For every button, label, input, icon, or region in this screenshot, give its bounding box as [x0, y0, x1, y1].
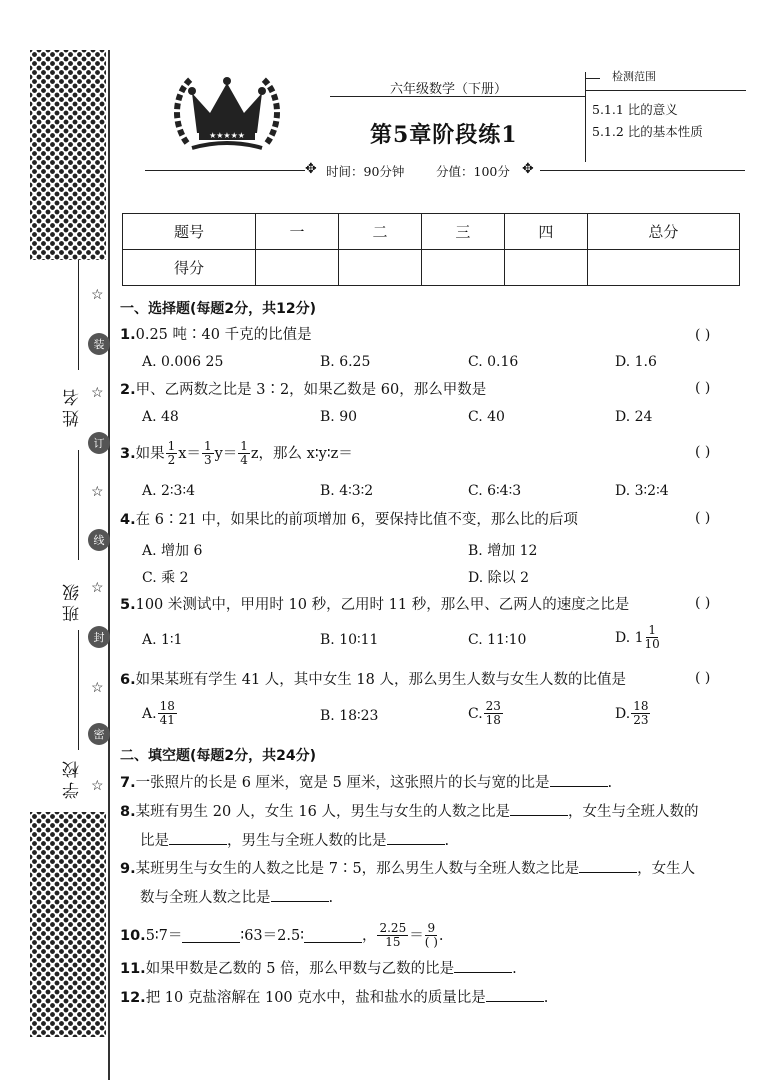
ornament-icon: ✥ — [305, 161, 317, 177]
score-cell[interactable] — [504, 250, 587, 286]
seal-icon: 封 — [88, 626, 110, 648]
scope-top-line — [586, 78, 600, 79]
answer-blank[interactable] — [169, 830, 227, 845]
option-a: A. 1∶1 — [142, 632, 183, 648]
answer-paren[interactable]: ( ) — [695, 595, 711, 611]
option-b: B. 增加 12 — [468, 543, 538, 559]
option-a: A. $\frac{18}{41}$ — [142, 699, 175, 727]
table-row — [123, 250, 740, 286]
answer-blank[interactable] — [304, 928, 362, 943]
answer-paren[interactable]: ( ) — [695, 670, 711, 686]
answer-blank[interactable] — [510, 801, 568, 816]
question-6: 6.如果某班有学生 41 人，其中女生 18 人，那么男生人数与女生人数的比值是 — [120, 672, 626, 688]
option-d: D. 3∶2∶4 — [615, 483, 669, 499]
fraction: $\frac{1}{4}$ — [240, 439, 248, 467]
time-line-left — [145, 170, 305, 171]
score-table — [122, 213, 740, 286]
scope-item: 5.1.2 比的基本性质 — [592, 124, 703, 139]
option-a: A. 2∶3∶4 — [142, 483, 196, 499]
fraction: $\frac{2.25}{15}$ — [379, 921, 407, 949]
time-line-right — [540, 170, 745, 171]
option-c: C. $\frac{23}{18}$ — [468, 699, 501, 727]
option-d: D. 1.6 — [615, 354, 657, 370]
scope-item: 5.1.1 比的意义 — [592, 102, 678, 117]
option-c: C. 40 — [468, 409, 505, 425]
answer-blank[interactable] — [271, 887, 329, 902]
option-b: B. 18∶23 — [320, 708, 379, 724]
scope-divider — [585, 72, 586, 162]
table-header: 总分 — [587, 214, 739, 250]
option-d: D. 除以 2 — [468, 570, 529, 586]
class-line — [78, 450, 79, 560]
ornament-icon: ✥ — [522, 161, 534, 177]
table-header: 一 — [256, 214, 339, 250]
section-title: 二、填空题(每题2分，共24分) — [120, 748, 317, 764]
question-8: 8.某班有男生 20 人，女生 16 人，男生与女生的人数之比是 ，女生与全班人数的 — [120, 801, 698, 822]
answer-blank[interactable] — [486, 987, 544, 1002]
score-cell[interactable] — [587, 250, 739, 286]
question-9-line-2: 数与全班人数之比是 . — [140, 887, 333, 908]
question-5: 5.100 米测试中，甲用时 10 秒，乙用时 11 秒，那么甲、乙两人的速度之比是 — [120, 597, 630, 613]
star-icon: ☆ — [91, 385, 104, 401]
table-row — [123, 214, 740, 250]
fraction: $\frac{1}{3}$ — [203, 439, 212, 467]
table-header: 题号 — [123, 214, 256, 250]
answer-paren[interactable]: ( ) — [695, 444, 711, 460]
option-c: C. 11∶10 — [468, 632, 527, 648]
option-d: D. 24 — [615, 409, 653, 425]
option-b: B. 10∶11 — [320, 632, 379, 648]
option-c: C. 乘 2 — [142, 570, 189, 586]
option-a: A. 0.006 25 — [142, 354, 224, 370]
question-10: 10. 5∶7＝ ∶63＝2.5∶ ， $\frac{2.25}{15}$ ＝ $\frac{9}{( )}$ . — [120, 921, 444, 949]
star-icon: ☆ — [91, 484, 104, 500]
question-11: 11.如果甲数是乙数的 5 倍，那么甲数与乙数的比是 . — [120, 958, 517, 979]
seal-icon: 装 — [88, 333, 110, 355]
question-3: 3. 如果 $\frac{1}{2}$ x＝ $\frac{1}{3}$ y＝ $\frac{1}{4}$ z，那么 x∶y∶z＝ — [120, 439, 353, 467]
page-title: 第5章阶段练1 — [370, 122, 518, 148]
star-icon: ☆ — [91, 287, 104, 303]
option-a: A. 48 — [142, 409, 179, 425]
option-b: B. 6.25 — [320, 354, 371, 370]
answer-paren[interactable]: ( ) — [695, 327, 711, 343]
name-line — [78, 260, 79, 370]
option-a: A. 增加 6 — [142, 543, 203, 559]
name-label: 姓名 — [63, 385, 83, 427]
question-2: 2.甲、乙两数之比是 3∶2，如果乙数是 60，那么甲数是 — [120, 382, 487, 398]
seal-icon: 线 — [88, 529, 110, 551]
option-d: D. $\frac{18}{23}$ — [615, 699, 649, 727]
score-cell[interactable] — [256, 250, 339, 286]
answer-paren[interactable]: ( ) — [695, 510, 711, 526]
star-icon: ☆ — [91, 680, 104, 696]
option-c: C. 0.16 — [468, 354, 519, 370]
decorative-pattern-bottom — [30, 812, 106, 1037]
score-cell[interactable] — [338, 250, 421, 286]
option-b: B. 4∶3∶2 — [320, 483, 374, 499]
answer-blank[interactable] — [550, 772, 608, 787]
answer-blank[interactable] — [387, 830, 445, 845]
seal-icon: 订 — [88, 432, 110, 454]
question-9: 9.某班男生与女生的人数之比是 7∶5，那么男生人数与全班人数之比是 ，女生人 — [120, 858, 695, 879]
star-icon: ☆ — [91, 580, 104, 596]
scope-label: 检测范围 — [612, 70, 656, 83]
time-text: 时间：90分钟 — [326, 164, 405, 179]
table-header: 二 — [338, 214, 421, 250]
row-label: 得分 — [123, 250, 256, 286]
crown-logo-icon — [172, 68, 282, 158]
scope-line — [586, 90, 746, 91]
answer-blank[interactable] — [182, 928, 240, 943]
table-header: 四 — [504, 214, 587, 250]
question-4: 4.在 6∶21 中，如果比的前项增加 6，要保持比值不变，那么比的后项 — [120, 512, 578, 528]
option-c: C. 6∶4∶3 — [468, 483, 522, 499]
school-label: 学校 — [63, 757, 83, 799]
question-1: 1.0.25 吨∶40 千克的比值是 — [120, 327, 312, 343]
svg-text:★★★★★: ★★★★★ — [209, 131, 245, 140]
fraction[interactable]: $\frac{9}{( )}$ — [424, 921, 438, 949]
answer-blank[interactable] — [579, 858, 637, 873]
school-line — [78, 630, 79, 750]
class-label: 班级 — [63, 580, 83, 622]
score-cell[interactable] — [421, 250, 504, 286]
star-icon: ☆ — [91, 778, 104, 794]
table-header: 三 — [421, 214, 504, 250]
fraction: $\frac{1}{2}$ — [167, 439, 176, 467]
section-title: 一、选择题(每题2分，共12分) — [120, 301, 317, 317]
option-d: D. 1 $\frac{1}{10}$ — [615, 623, 660, 651]
decorative-pattern-top — [30, 50, 106, 260]
binding-line — [108, 50, 110, 1080]
option-b: B. 90 — [320, 409, 358, 425]
question-7: 7.一张照片的长是 6 厘米，宽是 5 厘米，这张照片的长与宽的比是 . — [120, 772, 612, 793]
question-8-line-2: 比是 ，男生与全班人数的比是 . — [140, 830, 449, 851]
question-12: 12.把 10 克盐溶解在 100 克水中，盐和盐水的质量比是 . — [120, 987, 548, 1008]
answer-blank[interactable] — [454, 958, 512, 973]
score-text: 分值：100分 — [436, 164, 510, 179]
seal-icon: 密 — [88, 723, 110, 745]
answer-paren[interactable]: ( ) — [695, 380, 711, 396]
book-name: 六年级数学（下册） — [390, 82, 508, 97]
